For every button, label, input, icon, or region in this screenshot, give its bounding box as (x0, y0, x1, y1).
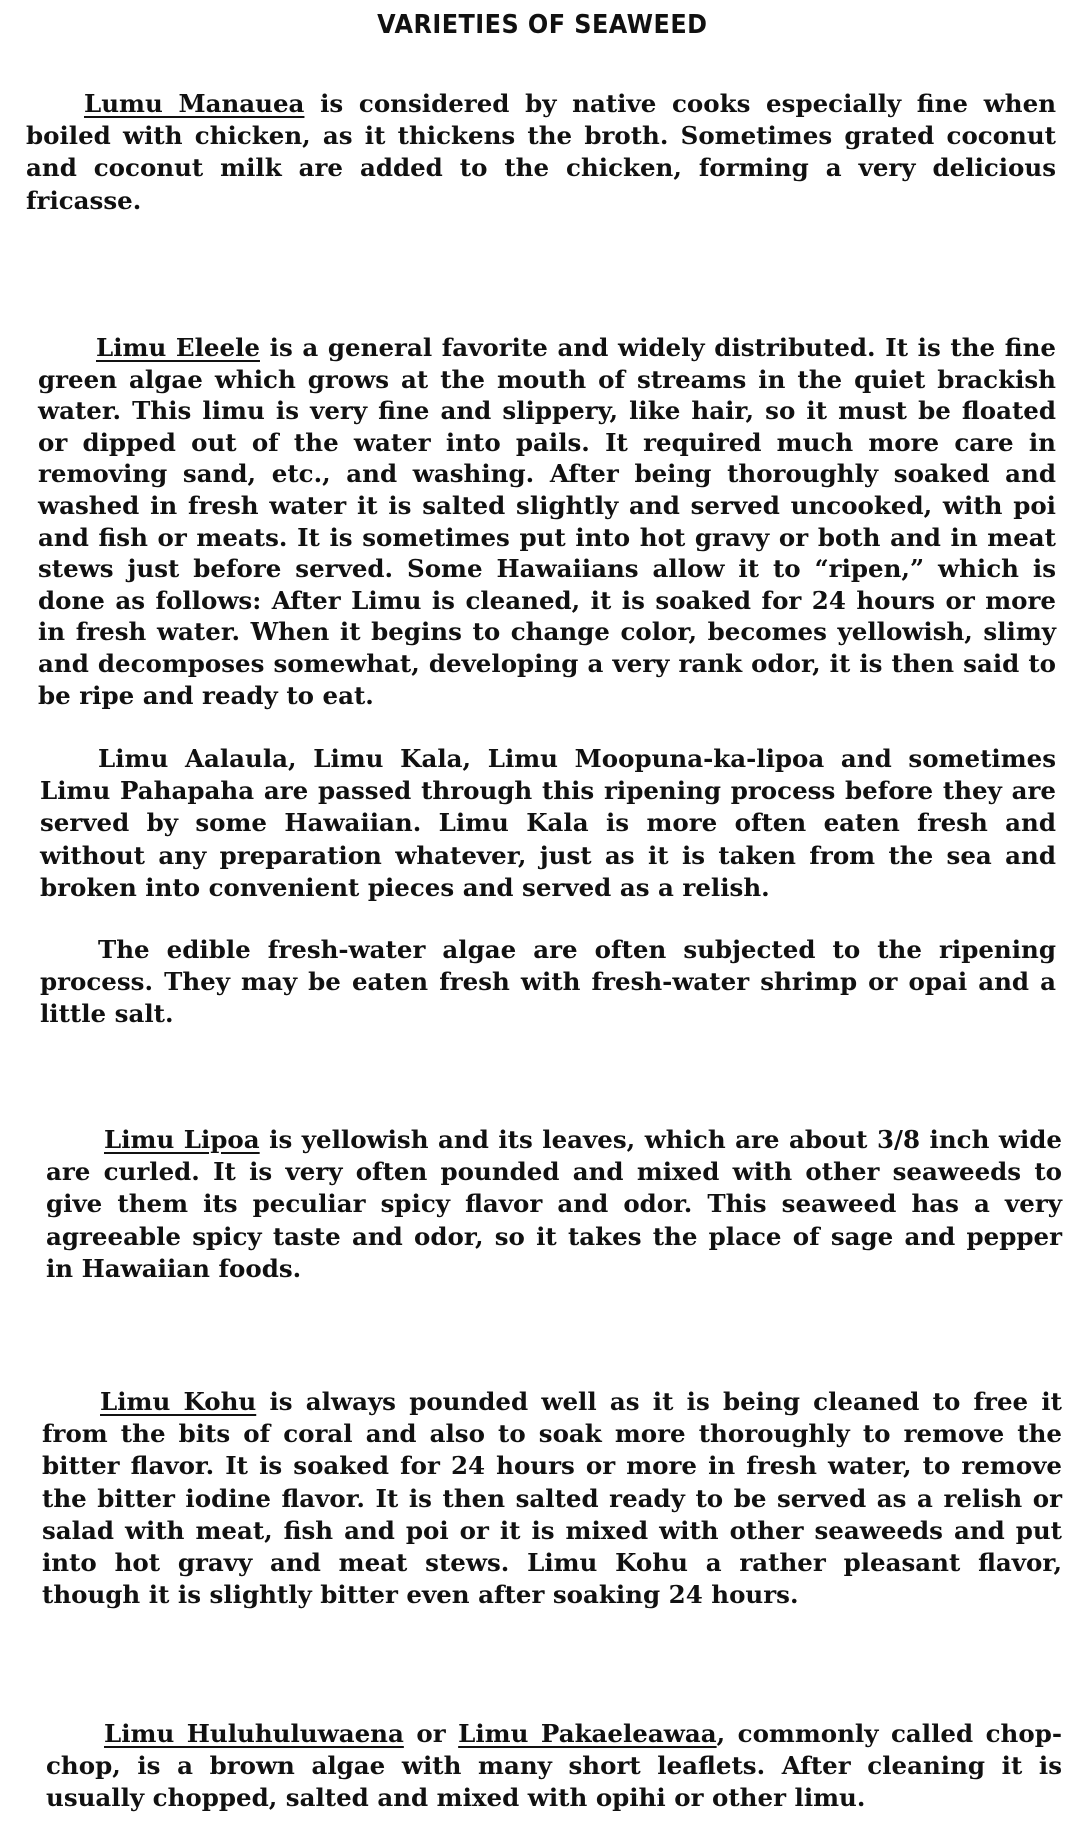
term-limu-pakaeleawaa: Limu Pakaeleawaa (458, 1719, 717, 1748)
term-limu-eleele: Limu Eleele (96, 333, 260, 362)
page-title: VARIETIES OF SEAWEED (377, 10, 708, 40)
paragraph-text: is a general favorite and widely distributed. It is the fine green algae which grows at the mouth of streams in the quiet brackish water. This limu is very fine and slippery, like hair, so it must be floated or dipped out of the water into pails. It required much more care in removing sand, etc., and washing. After being thoroughly soaked and washed in fresh water it is salted slightly and served uncooked, with poi and fish or meats. It is sometimes put into hot gravy or both and in meat stews just before served. Some Hawaiians allow it to “ripen,” which is done as follows: After Limu is cleaned, it is soaked for 24 hours or more in fresh water. When it begins to change color, becomes yellowish, slimy and decomposes somewhat, developing a very rank odor, it is then said to be ripe and ready to eat. (38, 333, 1056, 710)
paragraph-text: Limu Aalaula, Limu Kala, Limu Moopuna-ka-lipoa and sometimes Limu Pahapaha are passed through this ripening process before they are served by some Hawaiian. Limu Kala is more often eaten fresh and without any preparation whatever, just as it is taken from the sea and broken into convenient pieces and served as a relish. (40, 744, 1056, 902)
term-limu-lipoa: Limu Lipoa (104, 1125, 260, 1154)
paragraph-ripening-varieties (40, 743, 1056, 904)
paragraph-limu-eleele (38, 332, 1056, 711)
term-limu-manauea: Lumu Manauea (84, 89, 305, 118)
paragraph-limu-kohu (42, 1386, 1062, 1611)
paragraph-text: is always pounded well as it is being cleaned to free it from the bits of coral and also to soak more thoroughly to remove the bitter flavor. It is soaked for 24 hours or more in fresh water, to remove the bitter iodine flavor. It is then salted ready to be served as a relish or salad with meat, fish and poi or it is mixed with other seaweeds and put into hot gravy and meat stews. Limu Kohu a rather pleasant flavor, though it is slightly bitter even after soaking 24 hours. (42, 1387, 1062, 1610)
term-limu-kohu: Limu Kohu (100, 1387, 257, 1416)
term-limu-huluhuluwaena: Limu Huluhuluwaena (104, 1719, 404, 1748)
paragraph-text: , commonly called chop-chop, is a brown algae with many short leaflets. After cleaning it is usually chopped, salted and mixed with opihi or other limu. (46, 1719, 1062, 1813)
paragraph-limu-lipoa (46, 1124, 1062, 1285)
paragraph-limu-manauea (26, 88, 1056, 217)
paragraph-text: is yellowish and its leaves, which are about 3/8 inch wide are curled. It is very often pounded and mixed with other seaweeds to give them its peculiar spicy flavor and odor. This seaweed has a very agreeable spicy taste and odor, so it takes the place of sage and pepper in Hawaiian foods. (46, 1125, 1062, 1283)
paragraph-fresh-water-algae (40, 934, 1056, 1031)
paragraph-joiner: or (403, 1719, 459, 1748)
paragraph-text: The edible fresh-water algae are often subjected to the ripening process. They may be eaten fresh with fresh-water shrimp or opai and a little salt. (40, 935, 1056, 1029)
paragraph-limu-huluhuluwaena (46, 1718, 1062, 1815)
paragraph-text: is considered by native cooks especially fine when boiled with chicken, as it thickens the broth. Sometimes grated coconut and coconut milk are added to the chicken, forming a very delicious fricasse. (26, 89, 1057, 215)
